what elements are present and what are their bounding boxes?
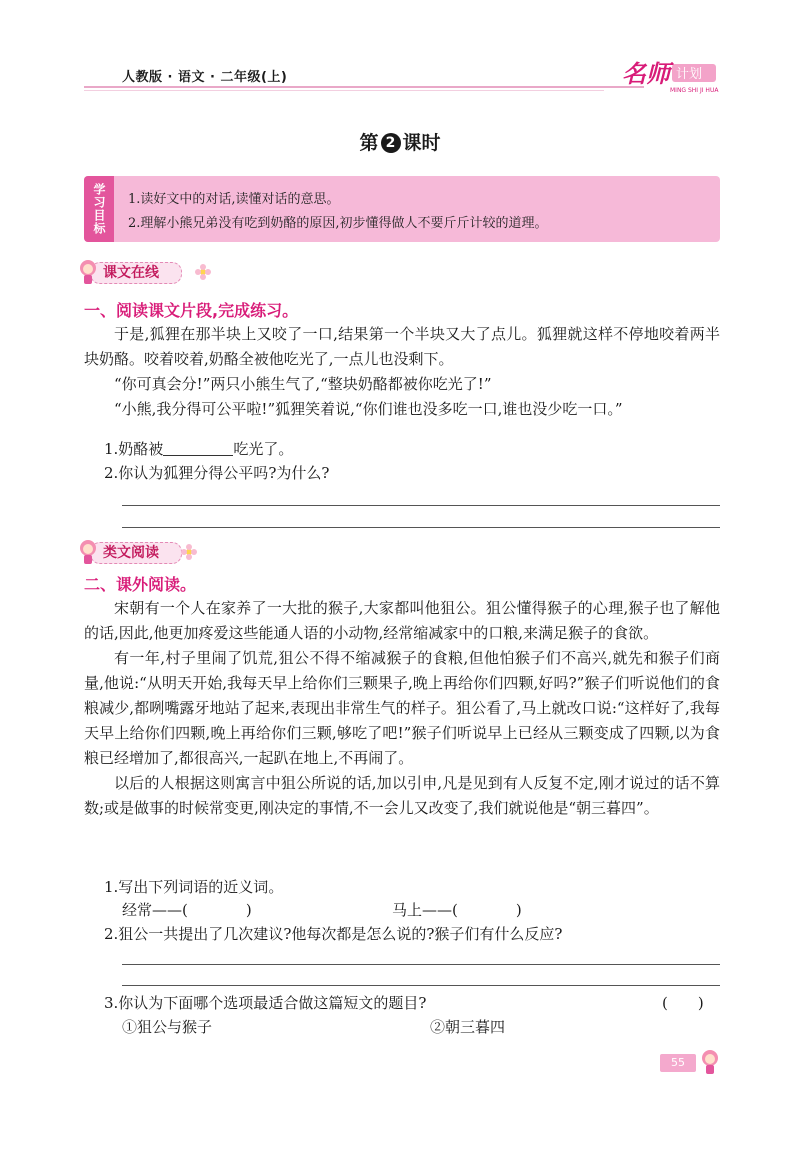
svg-text:MING SHI JI HUA: MING SHI JI HUA [670,87,719,94]
lesson-number: 2 [381,133,401,153]
option-2: ②朝三暮四 [430,1018,506,1036]
page-title: 第 2 课时 [359,132,441,154]
section-badge-text-online: 课文在线 [76,258,226,286]
learning-goals-box [84,176,720,242]
girl-mascot-icon [698,1048,722,1076]
answer-line[interactable] [122,505,720,506]
question-1: 1.写出下列词语的近义词。 [104,878,284,896]
question-3: 3.你认为下面哪个选项最适合做这篇短文的题目? [104,994,427,1012]
header-rule-thin [84,90,604,91]
option-1: ①狙公与猴子 [122,1018,213,1036]
flower-icon [180,544,198,560]
answer-blank[interactable] [163,441,233,456]
passage-paragraph: “小熊,我分得可公平啦!”狐狸笑着说,“你们谁也没多吃一口,谁也没少吃一口。” [114,400,623,418]
section-heading: 一、阅读课文片段,完成练习。 [84,301,299,320]
question-2: 2.你认为狐狸分得公平吗?为什么? [104,464,330,482]
learning-goals-tag: 学习目标 [84,176,114,242]
section-badge-related-reading: 类文阅读 [76,538,226,566]
answer-line[interactable] [122,527,720,528]
girl-mascot-icon [76,538,102,566]
passage-paragraph: 有一年,村子里闹了饥荒,狙公不得不缩减猴子的食粮,但他怕猴子们不高兴,就先和猴子们商量,他说:“从明天开始,我每天早上给你们三颗果子,晚上再给你们四颗,好吗?”猴子们听说他们的食粮减少,都咧嘴露牙地站了起来,表现出非常生气的样子。狙公看了,马上就改口说:“这样好了,我每天早上给你们四颗,晚上再给你们三颗,够吃了吧!”猴子们听说早上已经从三颗变成了四颗,以为食粮已经增加了,都很高兴,一起趴在地上,不再闹了。 [84,649,720,767]
brand-logo [620,54,720,96]
synonym-row: 马上——( ) [392,901,522,919]
svg-text:名师: 名师 [622,59,670,88]
section-heading: 二、课外阅读。 [84,575,197,594]
synonym-row: 经常——( ) [122,901,252,919]
goal-item: 1.读好文中的对话,读懂对话的意思。 [128,192,340,207]
header-rule [84,86,644,88]
answer-paren[interactable]: ( ) [662,994,704,1012]
flower-icon [194,264,212,280]
page-number: 55 [660,1054,696,1072]
question-1: 1.奶酪被 吃光了。 [104,440,294,458]
girl-mascot-icon [76,258,102,286]
answer-line[interactable] [122,964,720,965]
answer-line[interactable] [122,985,720,986]
reading-passage-2 [84,596,720,821]
series-label: 人教版 · 语文 · 二年级(上) [122,70,288,85]
passage-paragraph: 以后的人根据这则寓言中狙公所说的话,加以引申,凡是见到有人反复不定,刚才说过的话不算数;或是做事的时候常变更,刚决定的事情,不一会儿又改变了,我们就说他是“朝三暮四”。 [84,774,720,817]
reading-passage-1 [84,322,720,422]
question-2: 2.狙公一共提出了几次建议?他每次都是怎么说的?猴子们有什么反应? [104,925,563,943]
passage-paragraph: 宋朝有一个人在家养了一大批的猴子,大家都叫他狙公。狙公懂得猴子的心理,猴子也了解他的话,因此,他更加疼爱这些能通人语的小动物,经常缩减家中的口粮,来满足猴子的食欲。 [84,599,720,642]
goal-item: 2.理解小熊兄弟没有吃到奶酪的原因,初步懂得做人不要斤斤计较的道理。 [128,216,548,231]
passage-paragraph: “你可真会分!”两只小熊生气了,“整块奶酪都被你吃光了!” [114,375,492,393]
svg-text:计划: 计划 [676,67,703,82]
passage-paragraph: 于是,狐狸在那半块上又咬了一口,结果第一个半块又大了点儿。狐狸就这样不停地咬着两半块奶酪。咬着咬着,奶酪全被他吃光了,一点儿也没剩下。 [84,325,720,368]
